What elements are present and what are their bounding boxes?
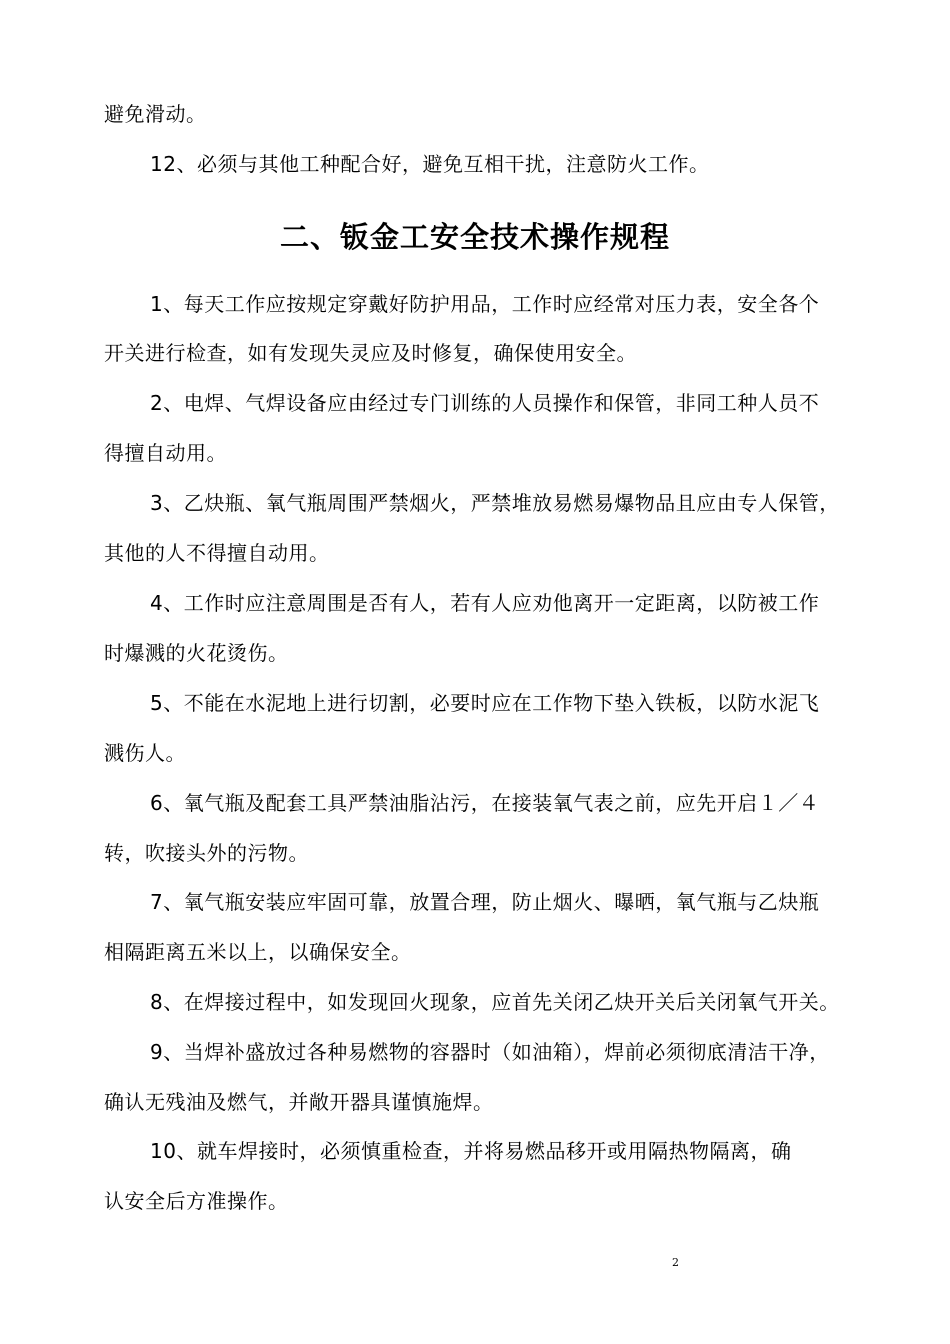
text-line: 其他的人不得擅自动用。 bbox=[104, 541, 330, 565]
text-line: 8、在焊接过程中，如发现回火现象，应首先关闭乙炔开关后关闭氧气开关。 bbox=[150, 990, 840, 1014]
text-line: 开关进行检查，如有发现失灵应及时修复，确保使用安全。 bbox=[104, 341, 637, 365]
text-line: 2、电焊、气焊设备应由经过专门训练的人员操作和保管，非同工种人员不 bbox=[150, 391, 820, 415]
text-line: 溅伤人。 bbox=[104, 741, 186, 765]
text-line: 3、乙炔瓶、氧气瓶周围严禁烟火，严禁堆放易燃易爆物品且应由专人保管， bbox=[150, 491, 840, 515]
text-line: 认安全后方准操作。 bbox=[104, 1189, 289, 1213]
text-line: 4、工作时应注意周围是否有人，若有人应劝他离开一定距离，以防被工作 bbox=[150, 591, 820, 615]
text-line: 5、不能在水泥地上进行切割，必要时应在工作物下垫入铁板，以防水泥飞 bbox=[150, 691, 820, 715]
text-line: 7、氧气瓶安装应牢固可靠，放置合理，防止烟火、曝晒，氧气瓶与乙炔瓶 bbox=[150, 890, 820, 914]
text-line: 10、就车焊接时，必须慎重检查，并将易燃品移开或用隔热物隔离，确 bbox=[150, 1139, 792, 1163]
text-line: 时爆溅的火花烫伤。 bbox=[104, 641, 289, 665]
text-line: 9、当焊补盛放过各种易燃物的容器时（如油箱），焊前必须彻底清洁干净， bbox=[150, 1040, 830, 1064]
text-line: 12、必须与其他工种配合好，避免互相干扰，注意防火工作。 bbox=[150, 152, 710, 176]
text-line: 转，吹接头外的污物。 bbox=[104, 841, 309, 865]
text-line: 1、每天工作应按规定穿戴好防护用品，工作时应经常对压力表，安全各个 bbox=[150, 292, 820, 316]
text-line: 6、氧气瓶及配套工具严禁油脂沾污，在接装氧气表之前，应先开启１／４ bbox=[150, 791, 820, 815]
text-line: 避免滑动。 bbox=[104, 102, 207, 126]
text-line: 相隔距离五米以上，以确保安全。 bbox=[104, 940, 412, 964]
section-heading: 二、钣金工安全技术操作规程 bbox=[279, 220, 670, 254]
text-line: 得擅自动用。 bbox=[104, 441, 227, 465]
text-line: 确认无残油及燃气，并敞开器具谨慎施焊。 bbox=[104, 1090, 494, 1114]
page-number: 2 bbox=[672, 1256, 679, 1269]
